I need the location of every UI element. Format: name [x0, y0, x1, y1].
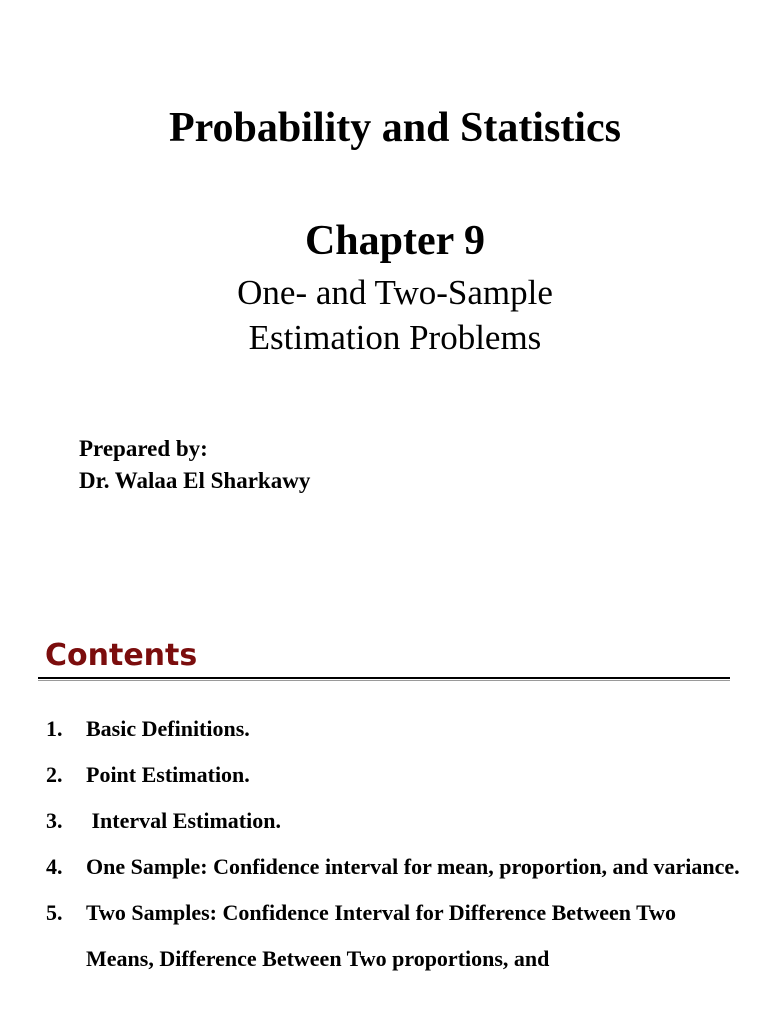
document-title: Probability and Statistics: [169, 105, 621, 151]
list-item-text: Two Samples: Confidence Interval for Difference Between Two Means, Difference Between Two proportions, and: [86, 900, 677, 971]
prepared-by-block: [79, 433, 310, 497]
chapter-subtitle: [0, 270, 768, 360]
list-item-text: Basic Definitions.: [86, 716, 250, 741]
author-name: Dr. Walaa El Sharkawy: [79, 468, 311, 493]
contents-list: [46, 706, 746, 982]
list-item: [46, 844, 746, 890]
list-item-text: Point Estimation.: [86, 762, 250, 787]
chapter-heading: Chapter 9: [304, 218, 486, 264]
subtitle-line-2: Estimation Problems: [248, 318, 542, 357]
subtitle-line-1: One- and Two-Sample: [237, 273, 553, 312]
list-item-number: 1.: [46, 716, 63, 741]
list-item-number: 3.: [46, 808, 63, 833]
list-item: [46, 706, 746, 752]
heading-divider: [38, 677, 730, 679]
prepared-by-label: Prepared by:: [79, 436, 208, 461]
list-item-number: 4.: [46, 854, 63, 879]
heading-divider-shadow: [38, 680, 730, 681]
list-item-text: One Sample: Confidence interval for mean, proportion, and variance.: [86, 854, 740, 879]
list-item-number: 2.: [46, 762, 63, 787]
list-item: [46, 752, 746, 798]
list-item-number: 5.: [46, 900, 63, 925]
contents-heading: Contents: [45, 638, 198, 673]
list-item-text: Interval Estimation.: [86, 808, 281, 833]
list-item: [46, 890, 746, 982]
list-item: [46, 798, 746, 844]
